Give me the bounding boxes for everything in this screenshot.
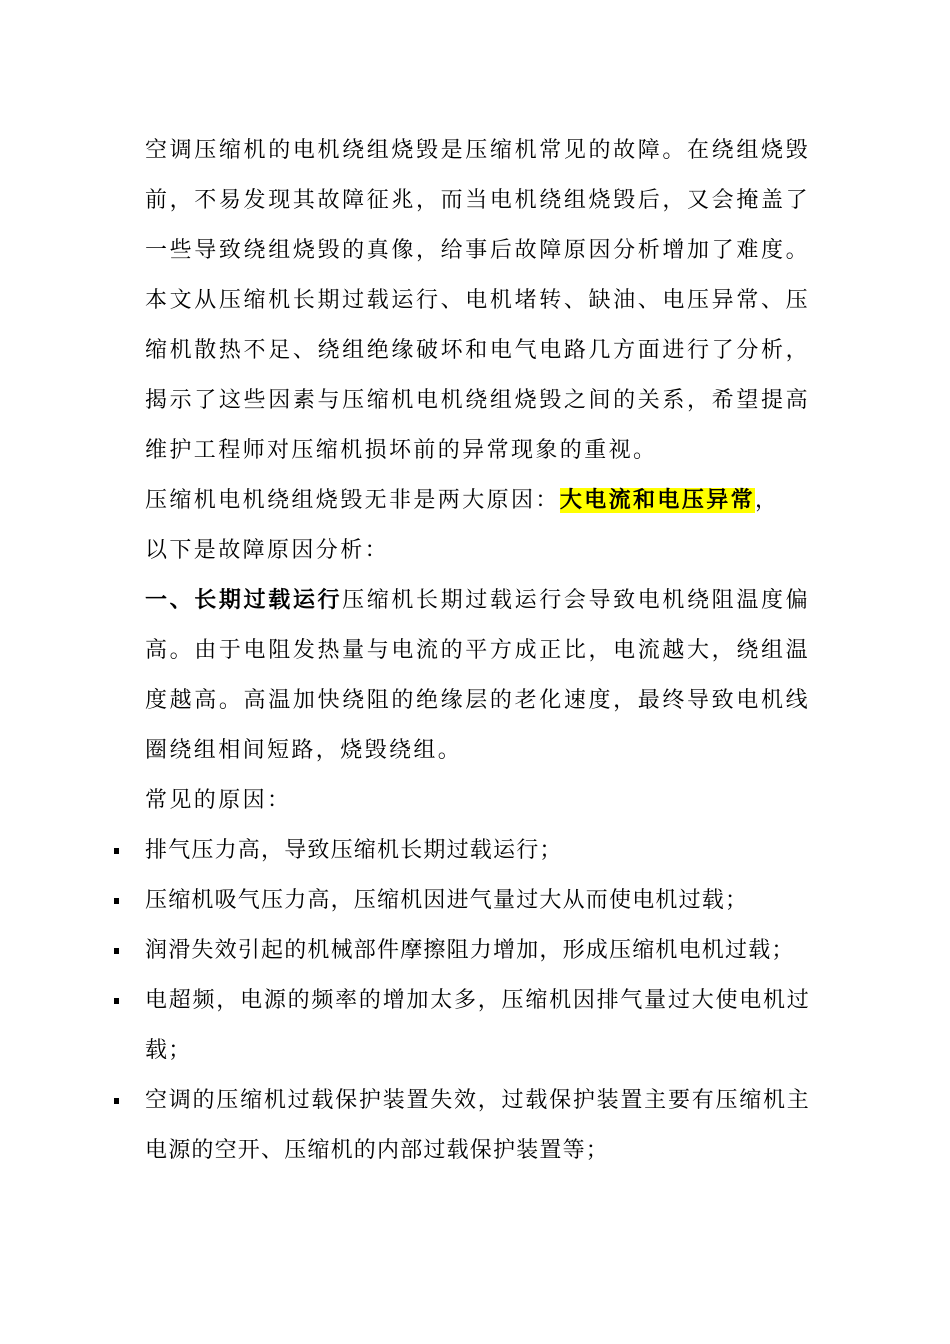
list-item bbox=[145, 976, 810, 1076]
list-item-text: 排气压力高，导致压缩机长期过载运行； bbox=[145, 838, 563, 863]
causes-list bbox=[145, 826, 810, 1176]
list-item bbox=[145, 876, 810, 926]
document-body bbox=[145, 126, 810, 1176]
intro-paragraph: 空调压缩机的电机绕组烧毁是压缩机常见的故障。在绕组烧毁前，不易发现其故障征兆，而当电机绕组烧毁后，又会掩盖了一些导致绕组烧毁的真像，给事后故障原因分析增加了难度。本文从压缩机长期过载运行、电机堵转、缺油、电压异常、压缩机散热不足、绕组绝缘破坏和电气电路几方面进行了分析，揭示了这些因素与压缩机电机绕组烧毁之间的关系，希望提高维护工程师对压缩机损坏前的异常现象的重视。 bbox=[145, 138, 810, 463]
cause-prefix: 压缩机电机绕组烧毁无非是两大原因： bbox=[145, 488, 560, 513]
common-causes-label: 常见的原因： bbox=[145, 788, 292, 813]
cause-suffix: ， bbox=[755, 488, 780, 513]
list-item-text: 空调的压缩机过载保护装置失效，过载保护装置主要有压缩机主电源的空开、压缩机的内部过载保护装置等； bbox=[145, 1088, 810, 1163]
bullet-icon bbox=[114, 848, 119, 854]
section1-paragraph bbox=[145, 576, 810, 776]
cause-highlight: 大电流和电压异常 bbox=[559, 488, 756, 513]
list-item bbox=[145, 926, 810, 976]
bullet-icon bbox=[114, 1098, 119, 1104]
list-item-text: 润滑失效引起的机械部件摩擦阻力增加，形成压缩机电机过载； bbox=[145, 938, 795, 963]
bullet-icon bbox=[114, 948, 119, 954]
bullet-icon bbox=[114, 898, 119, 904]
cause-paragraph bbox=[145, 476, 810, 526]
list-item-text: 压缩机吸气压力高，压缩机因进气量过大从而使电机过载； bbox=[145, 888, 749, 913]
section1-heading: 一、长期过载运行 bbox=[145, 588, 343, 613]
list-item bbox=[145, 1076, 810, 1176]
section1-text: 压缩机长期过载运行会导致电机绕阻温度偏高。由于电阻发热量与电流的平方成正比，电流越大，绕组温度越高。高温加快绕阻的绝缘层的老化速度，最终导致电机线圈绕组相间短路，烧毁绕组。 bbox=[145, 588, 810, 763]
list-item-text: 电超频，电源的频率的增加太多，压缩机因排气量过大使电机过载； bbox=[145, 988, 810, 1063]
analysis-intro: 以下是故障原因分析： bbox=[145, 538, 390, 563]
list-item bbox=[145, 826, 810, 876]
bullet-icon bbox=[114, 998, 119, 1004]
